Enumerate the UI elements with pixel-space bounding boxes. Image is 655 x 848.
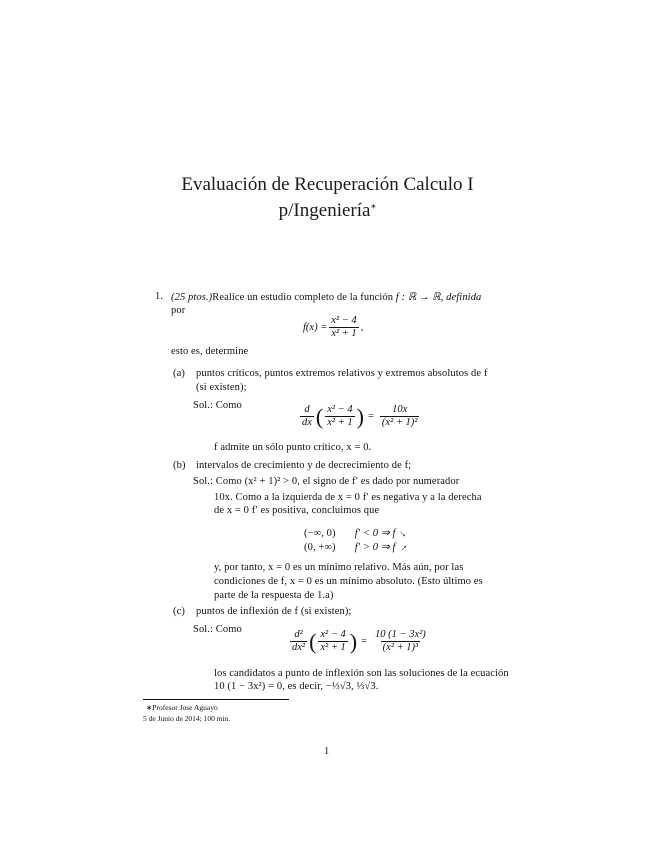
part-c-inner-den: x² + 1 [320,642,346,653]
part-a-rhs-den: (x² + 1)² [381,417,418,428]
part-c-after-line1: los candidatos a punto de inflexión son las soluciones de la ecuación [214,668,509,679]
problem-1-number: 1. [155,291,164,302]
part-b-after-line2: condiciones de f, x = 0 es un mínimo absoluto. (Esto último es [214,576,483,587]
part-c-rhs-fraction [373,629,428,654]
d-numerator: d [304,404,310,415]
part-a-rhs-num: 10x [392,404,408,415]
part-c-after-line2: 10 (1 − 3x²) = 0, es decir, −⅓√3, ⅓√3. [214,681,379,692]
d2-denominator: dx² [292,642,306,653]
d2-dx2-operator [290,629,307,654]
part-c-label: (c) [173,606,185,617]
part-c-inner-num: x² − 4 [320,629,346,640]
part-a-text-line2: (si existen); [196,382,247,393]
part-a-derivative-equation: $\frac{d}{dx}$ ( $\frac{\text{x² − 4}}{\text{x² + 1}}$ ) = $\frac{10x}{\text{(x² + 1)²}}$ [302,403,418,429]
part-b-text: intervalos de crecimiento y de decrecimiento de f; [196,460,412,471]
problem-esto: esto es, determine [171,346,249,357]
problem-points: (25 ptos.) [171,292,213,303]
sign-table-row1 [304,525,412,542]
part-b-sol-line2: 10x. Como a la izquierda de x = 0 f′ es negativa y a la derecha [214,492,482,503]
part-a-sol: Sol.: Como [193,400,242,411]
part-a-label: (a) [173,368,185,379]
decreasing-arrow-icon: → [395,525,412,542]
document-title-line2 [0,200,655,222]
part-b-after-line1: y, por tanto, x = 0 es un mínimo relativo. Más aún, por las [214,562,464,573]
sign-table-row2 [304,539,412,556]
d2-numerator: d² [294,629,303,640]
def-comma: , [360,322,364,333]
part-a-inner-den: x² + 1 [327,417,353,428]
row2-interval: (0, +∞) [304,542,336,553]
part-c-second-derivative-equation: $\frac{\text{d²}}{\text{dx²}}$ ( $\frac{\text{x² − 4}}{\text{x² + 1}}$ ) = $\frac{\text{10 (1 − 3x²)}}{\text{(x² + 1)³}}$ [292,628,426,654]
problem-1-statement [171,291,481,303]
title-footnote-mark: ∗ [370,202,377,211]
part-a-rhs-fraction [380,404,420,429]
d-dx-operator [300,404,314,429]
part-a-equals: = [367,411,374,422]
footnote-rule [143,699,289,700]
part-c-rhs-den: (x² + 1)³ [382,642,419,653]
problem-function-signature: f : ℝ → ℝ, definida [395,292,482,303]
part-a-inner-fraction [325,404,354,429]
function-definition [303,315,363,340]
part-b-sol-line1: Sol.: Como (x² + 1)² > 0, el signo de f′ es dado por numerador [193,476,460,487]
document-title-line1: Evaluación de Recuperación Calculo I [181,174,474,195]
part-b-label: (b) [173,460,186,471]
part-a-inner-num: x² − 4 [327,404,353,415]
footnote-line2: 5 de Junio de 2014; 100 min. [143,714,231,723]
part-b-after-line3: parte de la respuesta de 1.a) [214,590,334,601]
def-fraction [329,315,358,340]
part-c-equals: = [361,636,368,647]
part-c-sol: Sol.: Como [193,624,242,635]
row1-interval: (−∞, 0) [304,528,336,539]
def-denominator: x² + 1 [331,328,357,339]
footnote-line1: ∗Profesor Jose Aguayo [146,703,218,712]
page-number: 1 [324,746,330,757]
part-c-inner-fraction [318,629,347,654]
row1-sign: f′ < 0 ⇒ f [354,528,396,539]
problem-por: por [171,305,186,316]
def-numerator: x² − 4 [331,315,357,326]
part-a-conclusion: f admite un sólo punto crítico, x = 0. [214,442,372,453]
part-a-text-line1: puntos críticos, puntos extremos relativos y extremos absolutos de f [196,368,488,379]
def-lhs: f(x) = [303,322,328,333]
increasing-arrow-icon: → [395,539,412,556]
row2-sign: f′ > 0 ⇒ f [354,542,396,553]
title-line2-text: p/Ingeniería [278,200,371,221]
d-denominator: dx [302,417,312,428]
part-c-text: puntos de inflexión de f (si existen); [196,606,352,617]
part-b-sol-line3: de x = 0 f′ es positiva, concluimos que [214,505,380,516]
problem-intro: Realice un estudio completo de la función [212,292,394,303]
part-c-rhs-num: 10 (1 − 3x²) [375,629,426,640]
